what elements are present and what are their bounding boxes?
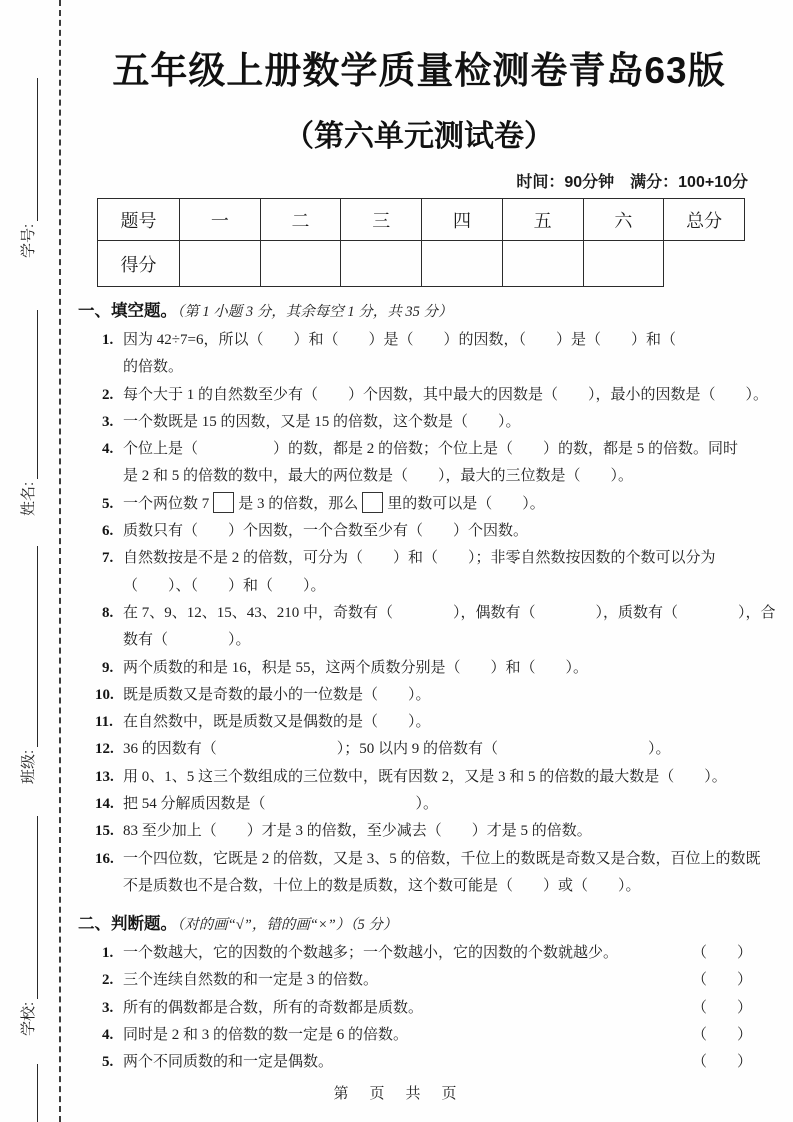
student-name-label: 姓名:	[20, 481, 37, 516]
answer-brackets: （ ）	[691, 945, 752, 962]
question-text: 36 的因数有（ ）；50 以内 9 的倍数有（ ）。	[123, 741, 671, 758]
question-number: 9.	[102, 659, 114, 676]
fill-question-9	[78, 655, 760, 682]
question-number: 14.	[95, 796, 114, 813]
question-text: 所有的偶数都是合数，所有的奇数都是质数。	[123, 999, 424, 1016]
score-cell	[502, 241, 583, 287]
page-footer: 第 页 共 页	[333, 1086, 460, 1102]
section1-hint: （第 1 小题 3 分，其余每空 1 分，共 35 分）	[177, 304, 453, 320]
fill-question-16	[78, 846, 760, 901]
score-table-header-cell: 题号	[98, 199, 180, 241]
score-cell	[422, 241, 503, 287]
fill-question-14	[78, 791, 760, 818]
question-text: 把 54 分解质因数是（ ）。	[123, 796, 439, 813]
digit-box	[213, 492, 234, 513]
score-cell	[583, 241, 664, 287]
question-number: 1.	[102, 945, 114, 962]
question-text: 质数只有（ ）个因数，一个合数至少有（ ）个因数。	[123, 523, 529, 540]
score-table-header-cell: 一	[180, 199, 261, 241]
question-number: 4.	[102, 1026, 114, 1043]
page-subtitle: （第六单元测试卷）	[284, 120, 554, 153]
score-row-label: 得分	[98, 241, 180, 287]
fill-question-6	[78, 518, 760, 545]
question-number: 3.	[102, 413, 114, 430]
judge-question-2	[78, 967, 760, 994]
fill-question-12	[78, 736, 760, 763]
judge-question-1	[78, 940, 760, 967]
judge-question-5	[78, 1049, 760, 1076]
question-text: 一个数既是 15 的因数，又是 15 的倍数，这个数是（ ）。	[123, 413, 521, 430]
fill-question-5	[78, 491, 760, 518]
student-id-field	[16, 78, 38, 258]
score-table-header-cell: 五	[502, 199, 583, 241]
question-text: 的倍数。	[123, 359, 184, 376]
section1-title: 一、填空题。	[78, 301, 177, 320]
question-text	[123, 491, 760, 518]
question-text: 自然数按是不是 2 的倍数，可分为（ ）和（ ）；非零自然数按因数的个数可以分为	[123, 550, 716, 567]
school-field	[16, 816, 38, 1036]
question-text: 用 0、1、5 这三个数组成的三位数中，既有因数 2，又是 3 和 5 的倍数的最大数是（ ）。	[123, 768, 727, 785]
score-table-header-cell: 六	[583, 199, 664, 241]
section1-heading	[78, 298, 760, 325]
question-text: 既是质数又是奇数的最小的一位数是（ ）。	[123, 686, 431, 703]
question-number: 5.	[102, 495, 114, 512]
question-number: 11.	[95, 714, 113, 731]
section2-hint: （对的画“√”，错的画“×”）（5 分）	[177, 917, 398, 934]
fill-question-8	[78, 600, 776, 655]
score-cell	[341, 241, 422, 287]
binding-dashed-line	[59, 0, 61, 1122]
student-id-label: 学号:	[20, 223, 37, 258]
question-number: 3.	[102, 999, 114, 1016]
exam-meta: 时间：90分钟 满分：100+10分	[516, 174, 748, 191]
q5-text-part3: 里的数可以是（ ）。	[387, 495, 545, 512]
school-writing-line	[37, 816, 38, 999]
fill-question-1	[78, 327, 760, 382]
fill-question-13	[78, 764, 760, 791]
score-table	[97, 198, 745, 287]
judge-question-4	[78, 1022, 760, 1049]
school-label: 学校:	[20, 1001, 37, 1036]
section2-heading	[78, 911, 760, 938]
question-text: 两个质数的和是 16，积是 55，这两个质数分别是（ ）和（ ）。	[123, 659, 589, 676]
answer-brackets: （ ）	[691, 1054, 752, 1071]
question-number: 12.	[95, 741, 114, 758]
score-cell	[180, 241, 261, 287]
answer-brackets: （ ）	[691, 999, 752, 1016]
score-table-score-row	[98, 241, 745, 287]
question-text: 一个数越大，它的因数的个数越多；一个数越小，它的因数的个数就越少。	[123, 945, 619, 962]
score-table-header-cell: 二	[260, 199, 341, 241]
question-text: 同时是 2 和 3 的倍数的数一定是 6 的倍数。	[123, 1026, 409, 1043]
fill-question-15	[78, 818, 760, 845]
fill-question-11	[78, 709, 760, 736]
class-writing-line	[37, 546, 38, 747]
question-text: 两个不同质数的和一定是偶数。	[123, 1054, 334, 1071]
question-text: 在自然数中，既是质数又是偶数的是（ ）。	[123, 714, 431, 731]
student-id-writing-line	[37, 78, 38, 221]
score-table-header-row	[98, 199, 745, 241]
score-cell	[260, 241, 341, 287]
question-number: 2.	[102, 972, 114, 989]
fill-question-3	[78, 409, 760, 436]
question-number: 1.	[102, 332, 114, 348]
question-text: （ ）、（ ）和（ ）。	[123, 577, 326, 594]
question-text: 三个连续自然数的和一定是 3 的倍数。	[123, 972, 379, 989]
answer-brackets: （ ）	[691, 972, 752, 989]
question-text: 数有（ ）。	[123, 632, 251, 649]
question-text: 不是质数也不是合数，十位上的数是质数，这个数可能是（ ）或（ ）。	[123, 877, 641, 894]
question-number: 6.	[102, 523, 114, 540]
fill-question-4	[78, 436, 760, 491]
score-table-header-cell: 四	[422, 199, 503, 241]
question-number: 15.	[95, 823, 114, 840]
question-text: 因为 42÷7=6，所以（ ）和（ ）是（ ）的因数，（ ）是（ ）和（	[123, 332, 676, 348]
question-text: 每个大于 1 的自然数至少有（ ）个因数，其中最大的因数是（ ），最小的因数是（ ）。	[123, 386, 769, 403]
class-field	[16, 546, 38, 784]
student-name-writing-line	[37, 310, 38, 479]
question-number: 5.	[102, 1054, 114, 1071]
paper-content	[78, 0, 776, 1076]
score-table-header-cell: 三	[341, 199, 422, 241]
fill-question-10	[78, 682, 760, 709]
question-number: 13.	[95, 768, 114, 785]
question-text: 83 至少加上（ ）才是 3 的倍数，至少减去（ ）才是 5 的倍数。	[123, 823, 592, 840]
question-text: 个位上是（ ）的数，都是 2 的倍数；个位上是（ ）的数，都是 5 的倍数。同时	[123, 441, 739, 458]
fill-questions	[78, 327, 776, 900]
digit-box	[362, 492, 383, 513]
judge-question-3	[78, 995, 760, 1022]
fill-question-2	[78, 382, 769, 409]
question-number: 7.	[102, 550, 114, 567]
question-text: 在 7、9、12、15、43、210 中，奇数有（ ），偶数有（ ），质数有（ ），合	[123, 604, 776, 621]
answer-brackets: （ ）	[691, 1026, 752, 1043]
question-text: 一个四位数，它既是 2 的倍数，又是 3、5 的倍数，千位上的数既是奇数又是合数，百位上的数既	[123, 850, 761, 867]
question-number: 8.	[102, 604, 114, 621]
section2-title: 二、判断题。	[78, 914, 177, 934]
question-number: 2.	[102, 386, 114, 403]
fill-question-7	[78, 545, 760, 600]
page-title: 五年级上册数学质量检测卷青岛63版	[112, 50, 726, 91]
q5-text-part1: 一个两位数 7	[123, 495, 210, 512]
judge-questions	[78, 940, 760, 1076]
question-number: 4.	[102, 441, 114, 458]
class-label: 班级:	[20, 749, 37, 784]
student-name-field	[16, 310, 38, 516]
q5-text-part2: 是 3 的倍数，那么	[238, 495, 359, 512]
question-number: 16.	[95, 850, 114, 867]
score-table-header-cell: 总分	[664, 199, 745, 241]
question-number: 10.	[95, 686, 114, 703]
question-text: 是 2 和 5 的倍数的数中，最大的两位数是（ ），最大的三位数是（ ）。	[123, 468, 634, 485]
